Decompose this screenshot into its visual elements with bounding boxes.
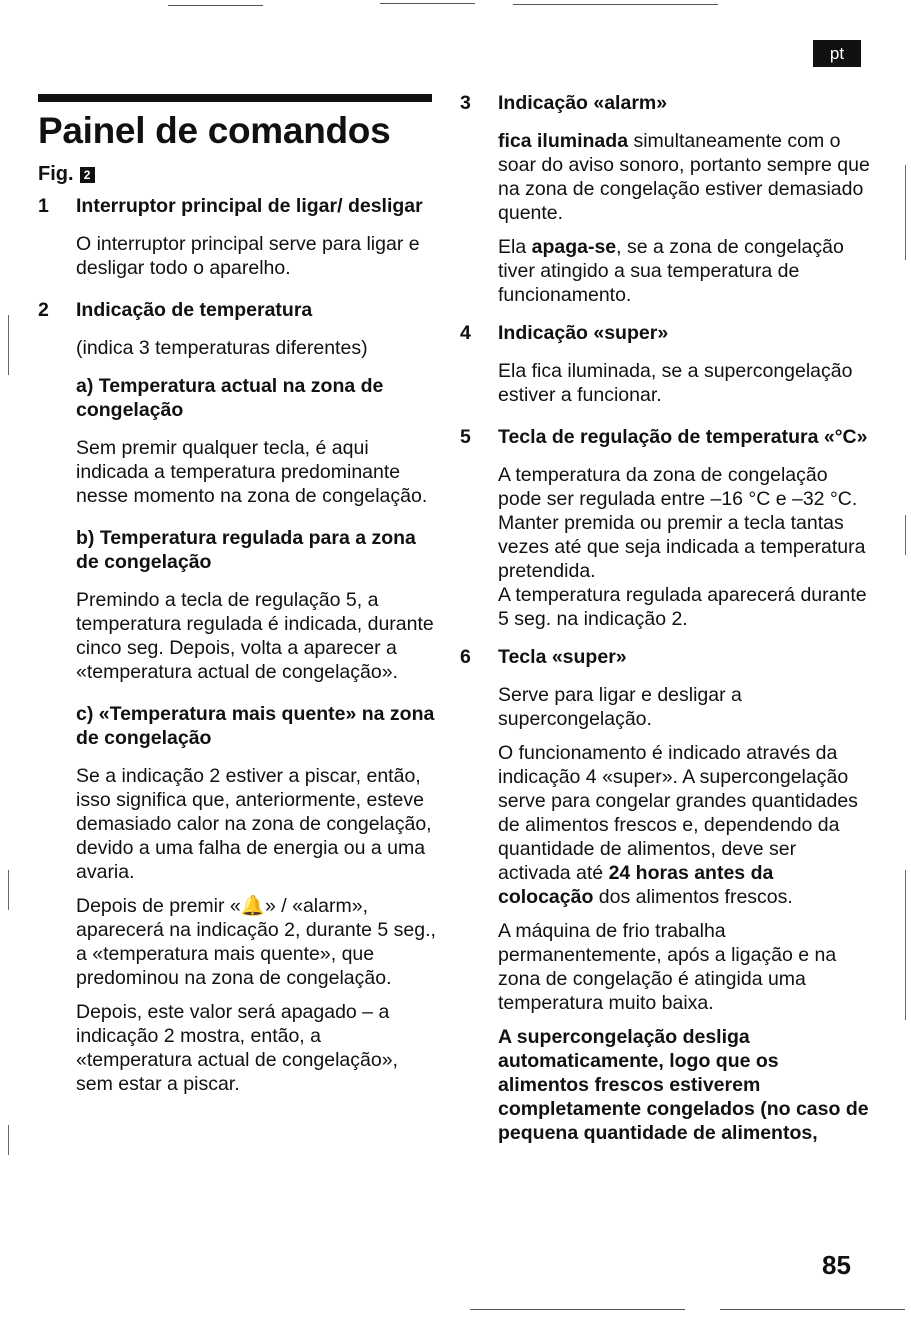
item-paragraph: O interruptor principal serve para ligar e desligar todo o aparelho. [76, 233, 420, 279]
list-item [38, 194, 438, 280]
text-run: , se a zona de congelação tiver atingido a sua temperatura de funcionamento. [498, 236, 844, 306]
subitem-heading: a) Temperatura actual na zona de congelação [76, 375, 384, 421]
item-paragraph: A temperatura regulada aparecerá durante 5 seg. na indicação 2. [498, 584, 867, 630]
item-paragraph: Ela fica iluminada, se a supercongelação estiver a funcionar. [498, 360, 853, 406]
list-item [460, 425, 870, 631]
list-item [38, 298, 438, 1096]
scan-line [168, 5, 263, 6]
item-paragraph [498, 741, 870, 909]
text-run: O funcionamento é indicado através da indicação 4 «super». A supercongelação serve para congelar grandes quantidades de alimentos frescos e, dependendo da quantidade de alimentos, deve ser activada até [498, 742, 858, 884]
item-number: 4 [460, 322, 471, 344]
margin-mark [8, 315, 9, 375]
list-item [460, 321, 870, 407]
item-heading: Interruptor principal de ligar/ desligar [76, 195, 423, 217]
scan-line [720, 1309, 905, 1310]
subitem-paragraph: Premindo a tecla de regulação 5, a temperatura regulada é indicada, durante cinco seg. Depois, volta a aparecer a «temperatura actual de congelação». [76, 589, 434, 683]
subitem-paragraph: Se a indicação 2 estiver a piscar, então, isso significa que, anteriormente, esteve demasiado calor na zona de congelação, devido a uma falha de energia ou a uma avaria. [76, 765, 432, 883]
item-intro: (indica 3 temperaturas diferentes) [76, 337, 368, 359]
scan-line [513, 4, 718, 5]
item-paragraph: A máquina de frio trabalha permanentemente, após a ligação e na zona de congelação é atingida uma temperatura muito baixa. [498, 920, 837, 1014]
emphasis: apaga-se [531, 236, 617, 258]
margin-mark [905, 870, 906, 1020]
item-heading: Tecla de regulação de temperatura «°C» [498, 426, 868, 448]
margin-mark [905, 515, 906, 555]
text-run: Ela [498, 236, 532, 258]
text-run: dos alimentos frescos. [593, 886, 793, 908]
subitem-heading: b) Temperatura regulada para a zona de congelação [76, 527, 416, 573]
margin-mark [905, 165, 906, 260]
item-paragraph-bold: A supercongelação desliga automaticamente, logo que os alimentos frescos estiverem completamente congelados (no caso de pequena quantidade de alimentos, [498, 1026, 869, 1144]
subitem-heading: c) «Temperatura mais quente» na zona de congelação [76, 703, 435, 749]
figure-number: 2 [80, 167, 95, 183]
margin-mark [8, 1125, 9, 1155]
figure-reference [38, 163, 95, 186]
item-number: 3 [460, 92, 471, 114]
scan-line [380, 3, 475, 4]
item-paragraph: A temperatura da zona de congelação pode ser regulada entre –16 °C e –32 °C. Manter premida ou premir a tecla tantas vezes até que seja indicada a temperatura pretendida. [498, 464, 866, 582]
page-title: Painel de comandos [38, 110, 391, 151]
scan-line [470, 1309, 685, 1310]
item-heading: Indicação «alarm» [498, 92, 668, 114]
item-number: 1 [38, 195, 49, 217]
subitem-paragraph: Depois, este valor será apagado – a indicação 2 mostra, então, a «temperatura actual de congelação», sem estar a piscar. [76, 1001, 398, 1095]
title-rule [38, 94, 432, 102]
page-number: 85 [822, 1250, 851, 1280]
list-item [460, 91, 870, 307]
list-item [460, 645, 870, 1145]
emphasis: fica iluminada [498, 130, 629, 152]
right-column [460, 91, 870, 1145]
item-heading: Indicação «super» [498, 322, 669, 344]
subitem-paragraph: Depois de premir «🔔» / «alarm», aparecerá na indicação 2, durante 5 seg., a «temperatura mais quente», que predominou na zona de congelação. [76, 895, 436, 989]
item-heading: Indicação de temperatura [76, 299, 313, 321]
item-heading: Tecla «super» [498, 646, 627, 668]
item-number: 2 [38, 299, 49, 321]
margin-mark [8, 870, 9, 910]
figure-label: Fig. [38, 163, 74, 185]
item-paragraph [498, 235, 870, 307]
left-column [38, 194, 438, 1096]
emphasis: 24 horas antes da colocação [498, 862, 774, 908]
text-run: simultaneamente com o soar do aviso sonoro, portanto sempre que na zona de congelação estiver demasiado quente. [498, 130, 870, 224]
item-number: 5 [460, 426, 471, 448]
item-paragraph: Serve para ligar e desligar a supercongelação. [498, 684, 742, 730]
subitem-paragraph: Sem premir qualquer tecla, é aqui indicada a temperatura predominante nesse momento na zona de congelação. [76, 437, 428, 507]
language-tab: pt [813, 40, 861, 67]
item-paragraph [498, 129, 870, 225]
item-number: 6 [460, 646, 471, 668]
